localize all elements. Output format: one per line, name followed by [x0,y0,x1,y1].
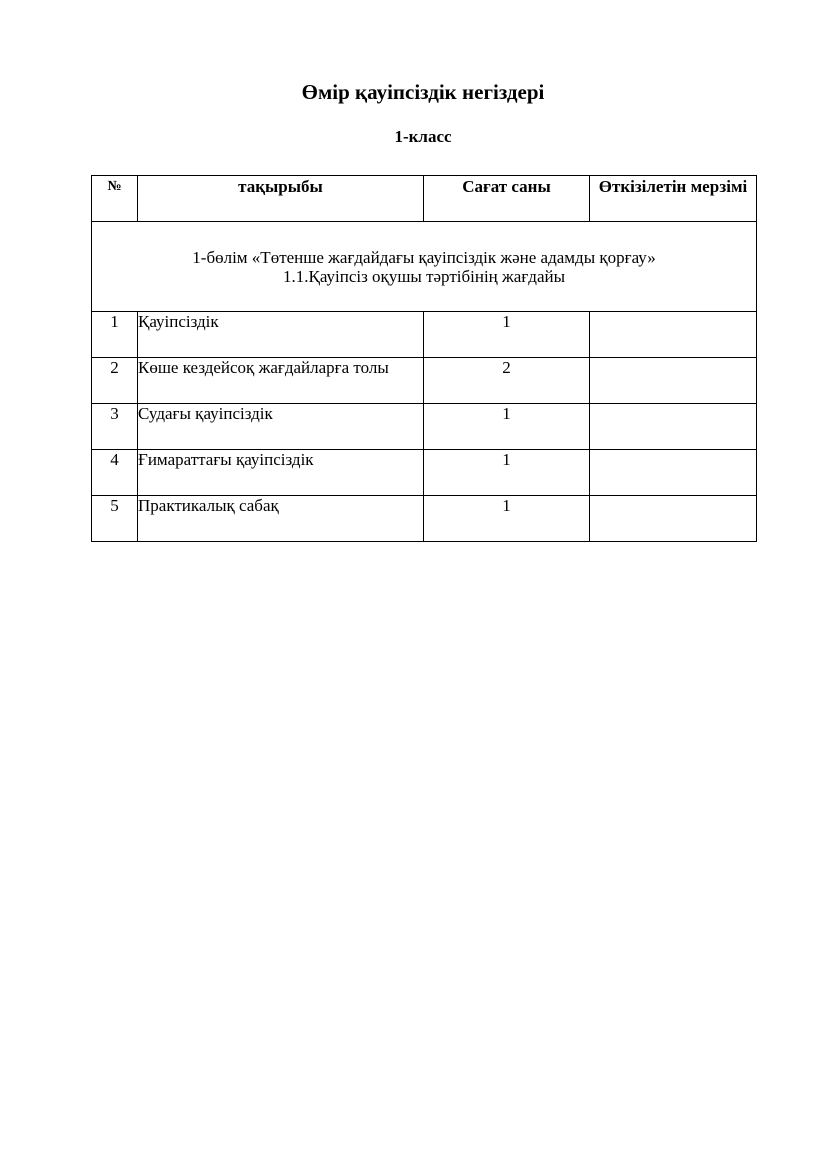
section-cell [92,222,757,312]
header-date-label: Өткізілетін мерзімі [598,177,748,196]
table-row [92,312,757,358]
table-row [92,404,757,450]
row-hours: 1 [424,450,590,496]
row-date [590,358,757,404]
row-topic: Практикалық сабақ [138,496,424,542]
section-title: 1-бөлім «Төтенше жағдайдағы қауіпсіздік және адамды қорғау» [192,247,656,267]
header-number: № [92,176,138,222]
table-row [92,450,757,496]
row-number: 3 [92,404,138,450]
section-subtitle: 1.1.Қауіпсіз оқушы тәртібінің жағдайы [282,266,566,286]
row-number: 1 [92,312,138,358]
row-number: 2 [92,358,138,404]
header-hours [424,176,590,222]
row-date [590,496,757,542]
table-header-row [92,176,757,222]
row-topic: Көше кездейсоқ жағдайларға толы [138,358,424,404]
section-row [92,222,757,312]
row-date [590,312,757,358]
row-hours: 1 [424,496,590,542]
row-topic: Ғимараттағы қауіпсіздік [138,450,424,496]
page-subtitle: 1-класс [394,127,452,146]
row-topic: Судағы қауіпсіздік [138,404,424,450]
row-number: 5 [92,496,138,542]
table-row [92,358,757,404]
header-topic-label: тақырыбы [238,177,323,196]
row-topic: Қауіпсіздік [138,312,424,358]
row-date [590,450,757,496]
row-hours: 1 [424,312,590,358]
curriculum-table [91,175,757,542]
page-title: Өмір қауіпсіздік негіздері [301,80,545,104]
header-topic [138,176,424,222]
row-date [590,404,757,450]
header-date [590,176,757,222]
row-hours: 2 [424,358,590,404]
row-number: 4 [92,450,138,496]
header-hours-label: Сағат саны [462,177,551,196]
row-hours: 1 [424,404,590,450]
table-row [92,496,757,542]
